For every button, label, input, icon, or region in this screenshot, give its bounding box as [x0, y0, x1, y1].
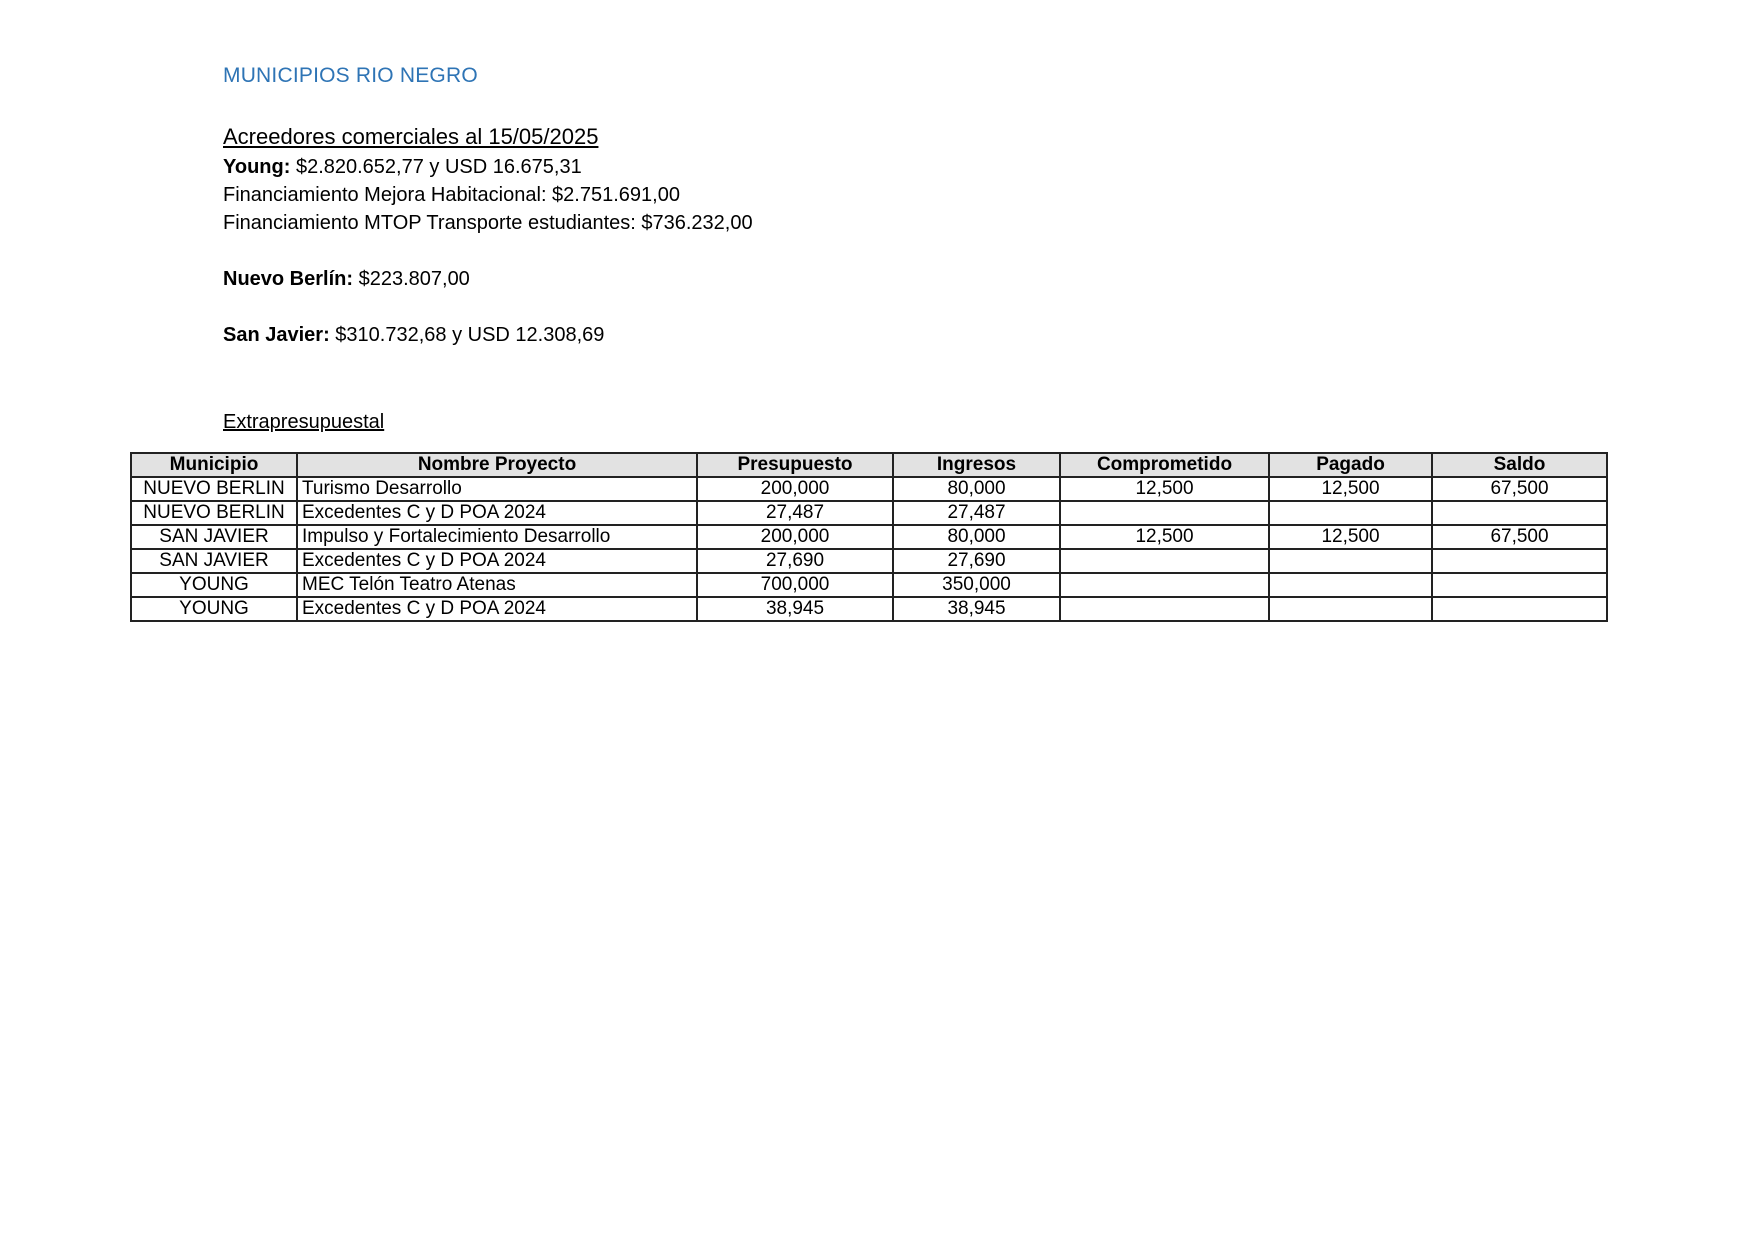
table-cell: [1432, 597, 1607, 621]
table-cell: [1060, 573, 1269, 597]
table-cell: [1269, 501, 1432, 525]
table-cell: Turismo Desarrollo: [297, 477, 697, 501]
table-cell: 80,000: [893, 477, 1060, 501]
table-cell: [1432, 549, 1607, 573]
table-cell: 200,000: [697, 525, 893, 549]
table-cell: 200,000: [697, 477, 893, 501]
column-header: Comprometido: [1060, 453, 1269, 477]
acreedores-heading: Acreedores comerciales al 15/05/2025: [223, 124, 599, 149]
table-row: [131, 597, 1607, 621]
table-cell: [1269, 597, 1432, 621]
extrapresupuestal-table: [130, 452, 1608, 622]
table-cell: Excedentes C y D POA 2024: [297, 549, 697, 573]
nuevo-berlin-line: [223, 268, 470, 291]
san-javier-line: [223, 324, 604, 347]
table-cell: 27,487: [697, 501, 893, 525]
column-header: Pagado: [1269, 453, 1432, 477]
san-javier-label: San Javier:: [223, 324, 330, 346]
table-cell: 350,000: [893, 573, 1060, 597]
document-title: MUNICIPIOS RIO NEGRO: [223, 64, 478, 87]
table-row: [131, 477, 1607, 501]
table-cell: NUEVO BERLIN: [131, 501, 297, 525]
table-cell: Excedentes C y D POA 2024: [297, 501, 697, 525]
column-header: Nombre Proyecto: [297, 453, 697, 477]
table-cell: 12,500: [1269, 525, 1432, 549]
table-cell: 27,487: [893, 501, 1060, 525]
column-header: Presupuesto: [697, 453, 893, 477]
column-header: Ingresos: [893, 453, 1060, 477]
table-cell: SAN JAVIER: [131, 525, 297, 549]
table-cell: 12,500: [1269, 477, 1432, 501]
table-cell: [1432, 573, 1607, 597]
young-value: $2.820.652,77 y USD 16.675,31: [290, 156, 582, 178]
table-cell: Excedentes C y D POA 2024: [297, 597, 697, 621]
table-cell: 67,500: [1432, 477, 1607, 501]
table-cell: [1060, 549, 1269, 573]
table-cell: SAN JAVIER: [131, 549, 297, 573]
nuevo-berlin-value: $223.807,00: [353, 268, 470, 290]
table-cell: 27,690: [697, 549, 893, 573]
table-cell: 80,000: [893, 525, 1060, 549]
table-cell: [1269, 573, 1432, 597]
table-cell: NUEVO BERLIN: [131, 477, 297, 501]
nuevo-berlin-label: Nuevo Berlín:: [223, 268, 354, 290]
table-cell: 38,945: [697, 597, 893, 621]
table-row: [131, 573, 1607, 597]
extrapresupuestal-heading: Extrapresupuestal: [223, 411, 385, 433]
table-row: [131, 525, 1607, 549]
table-cell: 27,690: [893, 549, 1060, 573]
table-cell: 67,500: [1432, 525, 1607, 549]
table-cell: YOUNG: [131, 597, 297, 621]
column-header: Saldo: [1432, 453, 1607, 477]
table-cell: [1060, 597, 1269, 621]
mejora-habitacional-line: Financiamiento Mejora Habitacional: $2.751.691,00: [223, 184, 680, 206]
mtop-transporte-line: Financiamiento MTOP Transporte estudiantes: $736.232,00: [223, 212, 753, 234]
table-cell: [1060, 501, 1269, 525]
table-cell: YOUNG: [131, 573, 297, 597]
young-label: Young:: [223, 156, 291, 178]
table-header-row: [131, 453, 1607, 477]
table-cell: 12,500: [1060, 477, 1269, 501]
young-line: [223, 156, 582, 179]
table-row: [131, 549, 1607, 573]
table-cell: 12,500: [1060, 525, 1269, 549]
table-cell: 700,000: [697, 573, 893, 597]
table-cell: MEC Telón Teatro Atenas: [297, 573, 697, 597]
table-cell: Impulso y Fortalecimiento Desarrollo: [297, 525, 697, 549]
table-cell: [1432, 501, 1607, 525]
table-row: [131, 501, 1607, 525]
table-cell: 38,945: [893, 597, 1060, 621]
column-header: Municipio: [131, 453, 297, 477]
san-javier-value: $310.732,68 y USD 12.308,69: [329, 324, 605, 346]
table-cell: [1269, 549, 1432, 573]
